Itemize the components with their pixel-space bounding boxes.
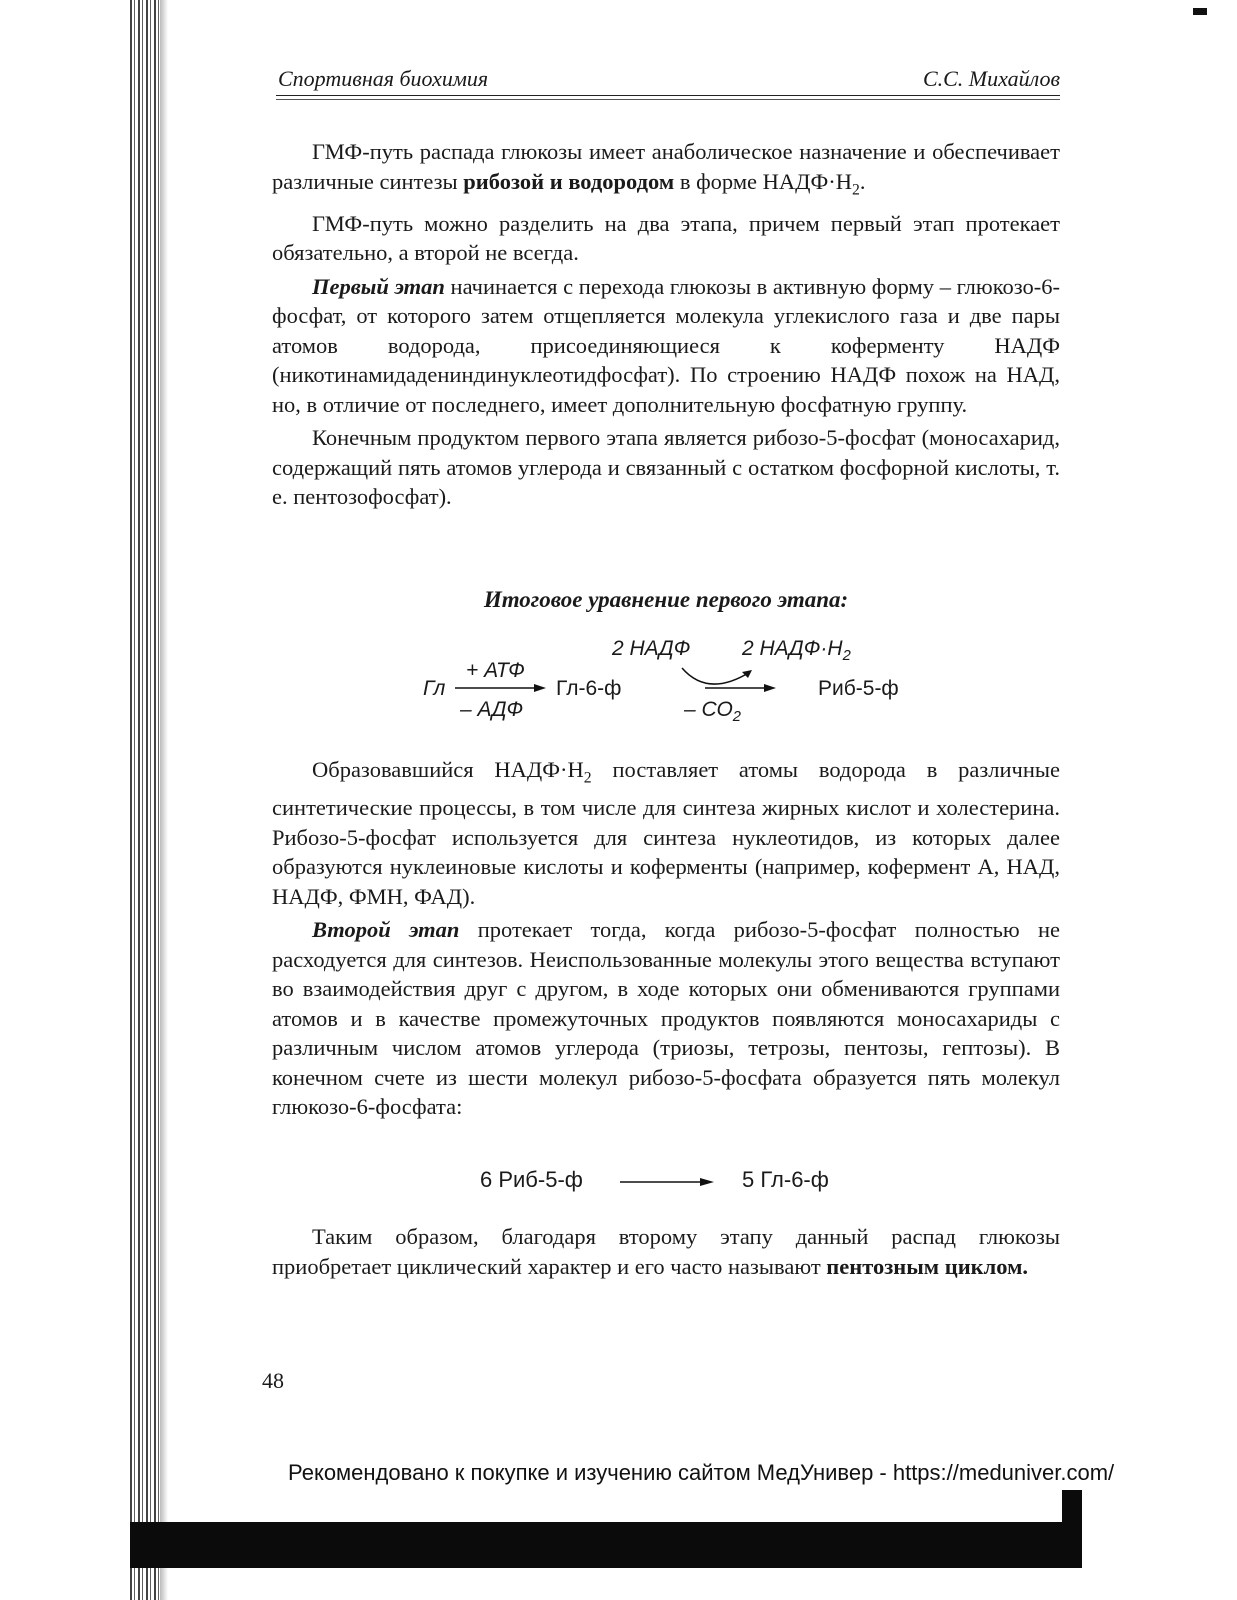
paragraph-5: Образовавшийся $НАДФ\cdot Н_2$ поставляет атомы водорода в различные синтетические процессы, в том числе для синтеза жирных кислот и холестерина. Рибозо-5-фосфат используется для синтеза нуклеотидов, из которых далее образуются нуклеиновые кислоты и коферменты (например, кофермент А, НАД, НАДФ, ФМН, ФАД). <box>272 757 1061 909</box>
eq-g6p: Гл-6-ф <box>556 677 622 700</box>
second-stage-term: Второй этап <box>312 917 460 942</box>
eq-glucose: Гл <box>423 677 446 700</box>
eq-adp: – АДФ <box>460 698 524 721</box>
page-number: 48 <box>262 1368 284 1393</box>
body-text-bottom <box>272 1222 1060 1281</box>
corner-scan-mark <box>1193 8 1207 15</box>
paragraph-6: Второй этап протекает тогда, когда рибозо-5-фосфат полностью не расходуется для синтезов. Неиспользованные молекулы этого вещества вступают во взаимодействия друг с другом, в ходе которых они обмениваются группами атомов и в качестве промежуточных продуктов появляются моносахариды с различным числом атомов углерода (триозы, тетрозы, пентозы, гептозы). В конечном счете из шести молекул рибозо-5-фосфата образуется пять молекул глюкозо-6-фосфата: <box>272 917 1061 1119</box>
paragraph-7: Таким образом, благодаря второму этапу данный распад глюкозы приобретает циклический характер и его часто называют пентозным циклом. <box>272 1224 1060 1279</box>
equation-title: Итоговое уравнение первого этапа: <box>483 587 849 612</box>
paragraph-3: Первый этап начинается с перехода глюкозы в активную форму – глюкозо-6-фосфат, от которого затем отщепляется молекула углекислого газа и две пары атомов водорода, присоединяющиеся к коферменту НАДФ (никотинамидадениндинуклеотидфосфат). По строению НАДФ похож на НАД, но, в отличие от последнего, имеет дополнительную фосфатную группу. <box>272 273 1060 417</box>
header-author: С.С. Михайлов <box>922 66 1060 91</box>
book-spine-shadow <box>130 0 164 1600</box>
eq-co2: – $СО_2$ <box>684 698 741 726</box>
first-stage-term: Первый этап <box>312 273 445 299</box>
eq2-arrow <box>618 1172 718 1192</box>
body-text-middle <box>272 755 1060 1122</box>
eq-nadph: 2 $НАДФ\cdot Н_2$ <box>742 637 851 665</box>
spine-gradient <box>160 0 168 1600</box>
paragraph-1: ГМФ-путь распада глюкозы имеет анаболическое назначение и обеспечивает различные синтезы рибозой и водородом в форме $НАДФ\cdot Н_2$. <box>272 139 1060 198</box>
header-book-title: Спортивная биохимия <box>278 66 489 91</box>
footer-recommendation: Рекомендовано к покупке и изучению сайтом МедУнивер - https://meduniver.com/ <box>288 1460 1115 1485</box>
header-rule-thin <box>276 99 1060 100</box>
eq2-left: 6 Риб-5-ф <box>480 1167 583 1192</box>
arrow-1 <box>455 684 546 692</box>
paragraph-4: Конечным продуктом первого этапа является рибозо-5-фосфат (моносахарид, содержащий пять атомов углерода и связанный с остатком фосфорной кислоты, т. е. пентозофосфат). <box>272 425 1060 509</box>
arrow-2 <box>682 668 776 692</box>
eq2-right: 5 Гл-6-ф <box>742 1167 829 1192</box>
paragraph-2: ГМФ-путь можно разделить на два этапа, причем первый этап протекает обязательно, а второй не всегда. <box>272 210 1060 265</box>
eq-atp: + АТФ <box>466 659 525 682</box>
running-header <box>278 66 1060 92</box>
bottom-scan-shadow <box>130 1522 1082 1568</box>
body-text-top <box>272 137 1060 512</box>
eq-arrows <box>450 650 790 700</box>
eq-nadp: 2 НАДФ <box>612 637 691 660</box>
header-rule <box>276 95 1060 96</box>
eq-rib5p: Риб-5-ф <box>818 677 899 700</box>
